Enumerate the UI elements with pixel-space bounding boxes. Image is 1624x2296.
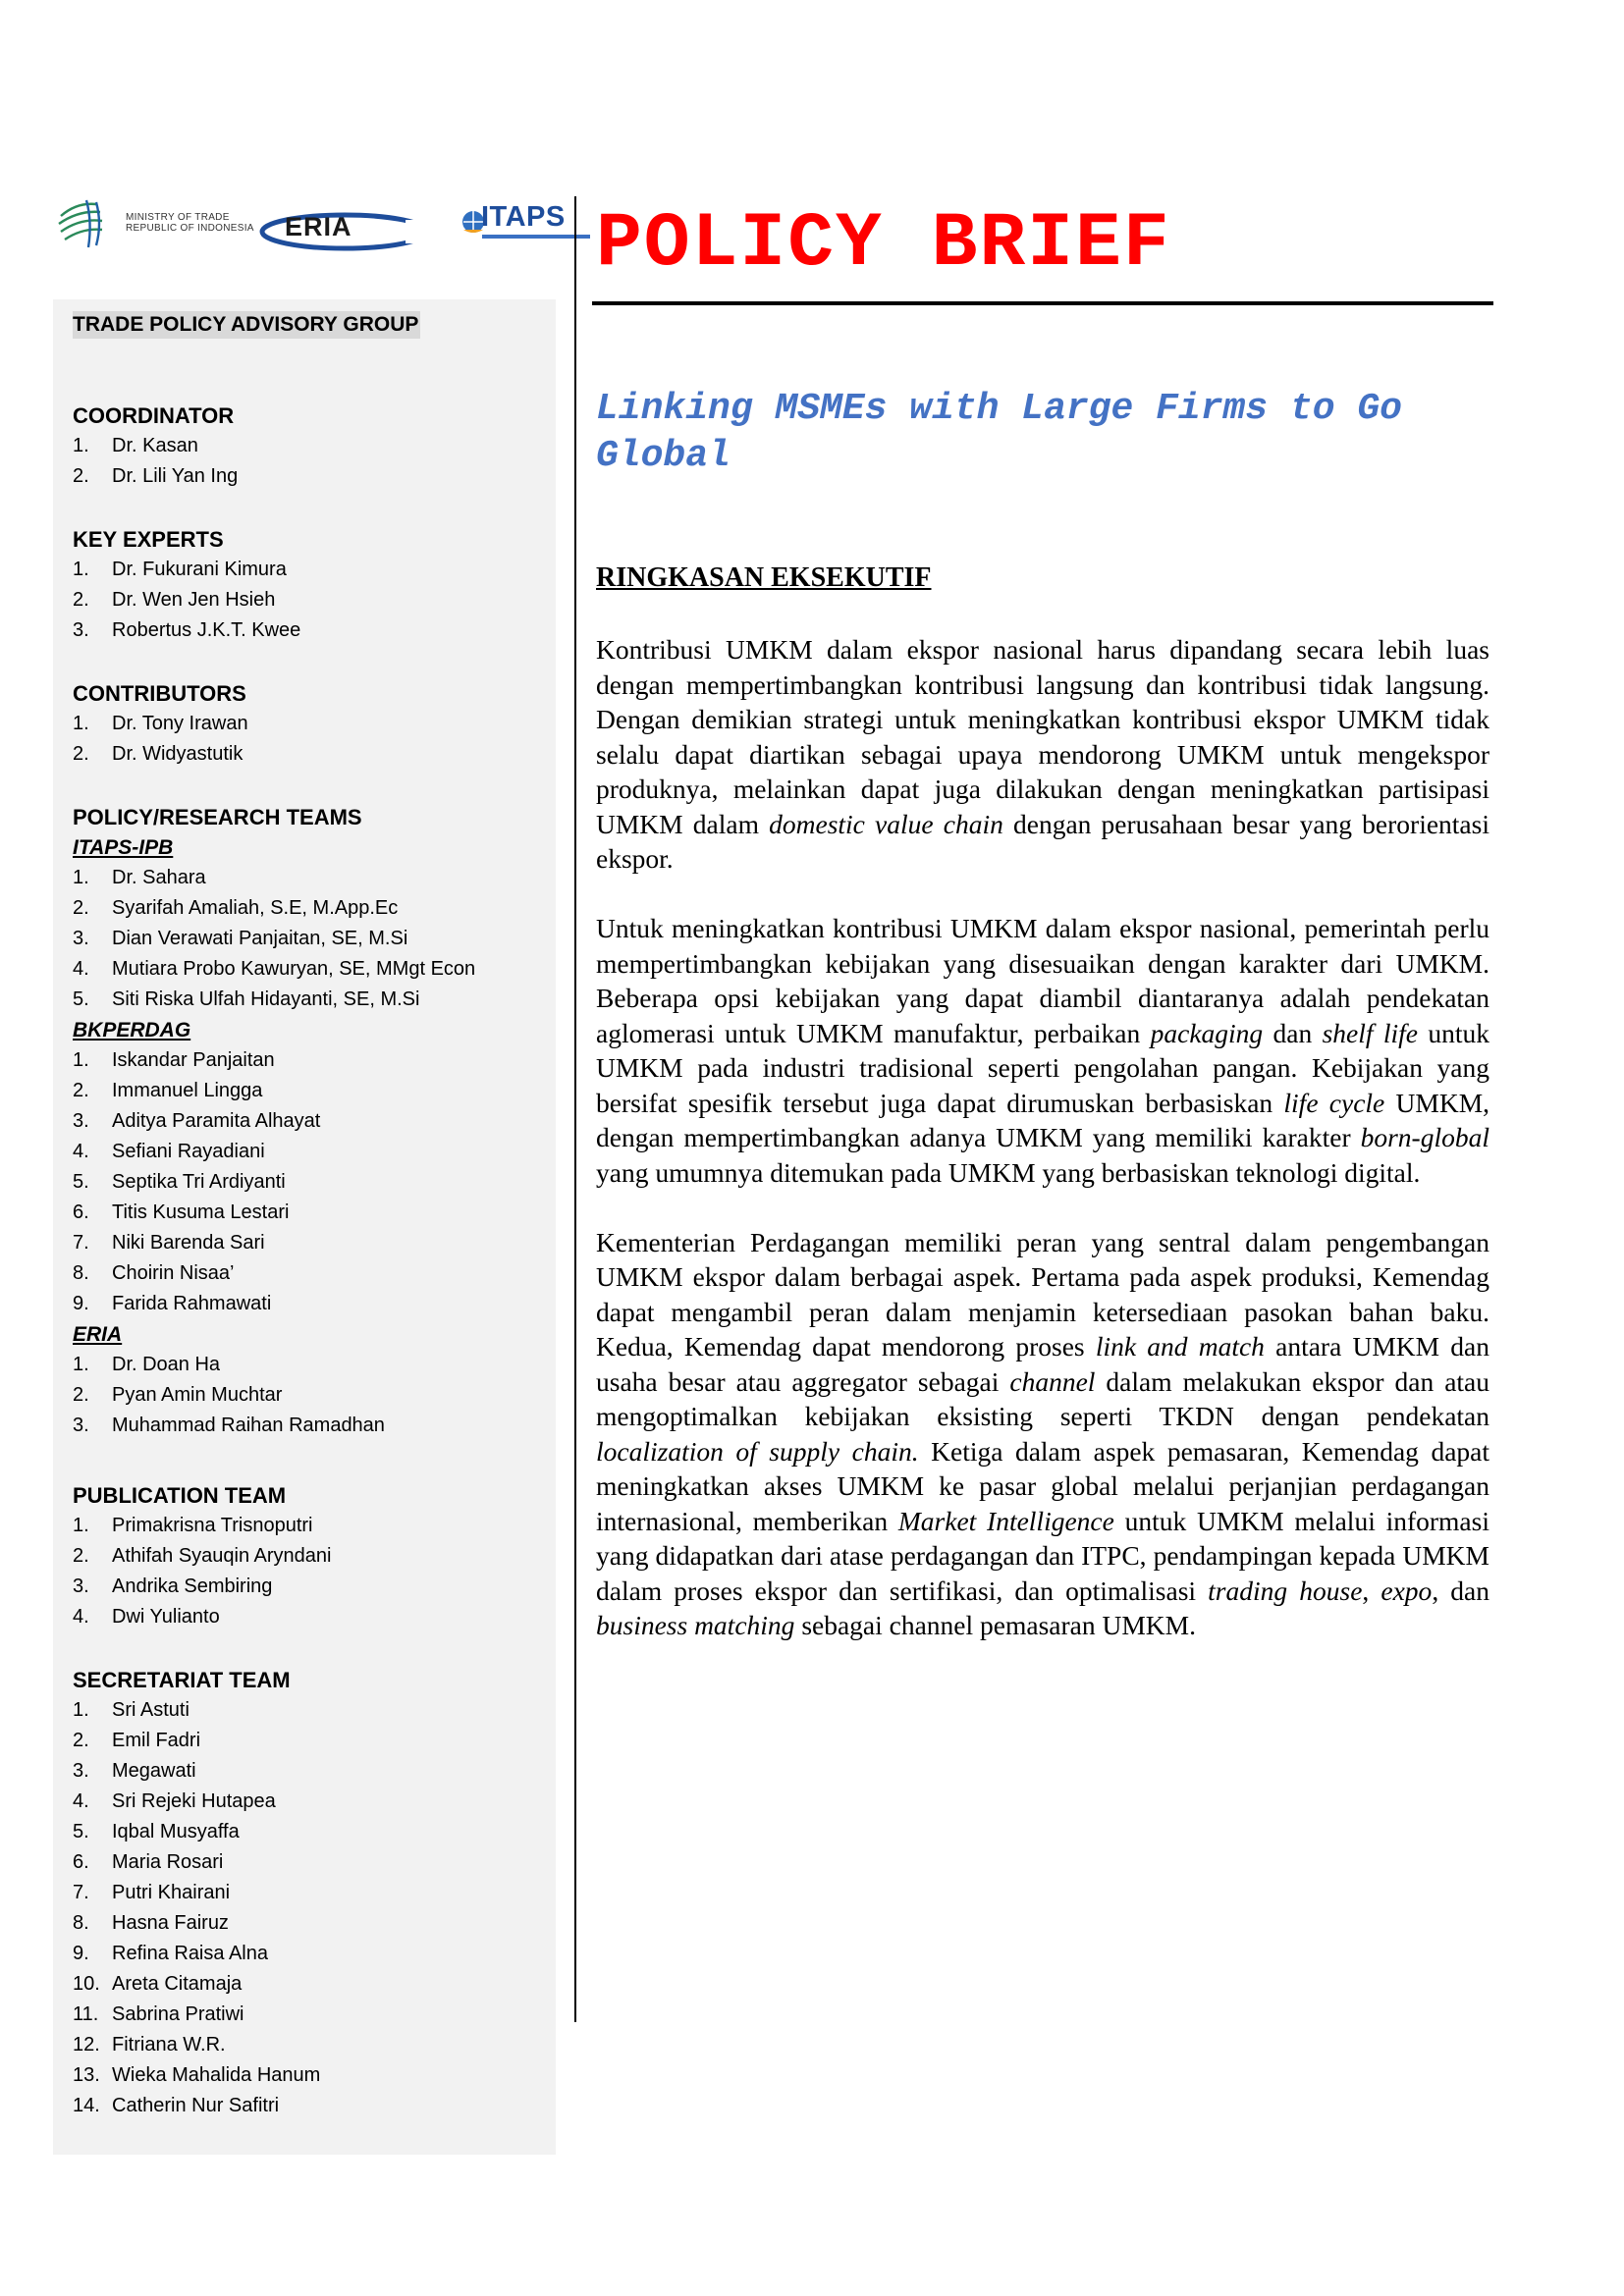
italic-run: domestic value chain xyxy=(769,808,1003,839)
list-item: 7. Putri Khairani xyxy=(73,1882,231,1903)
list-item: 1. Primakrisna Trisnoputri xyxy=(73,1515,313,1536)
list-item: 9. Refina Raisa Alna xyxy=(73,1943,268,1964)
section-heading: SECRETARIAT TEAM xyxy=(73,1668,291,1692)
header-logos xyxy=(57,196,566,255)
paragraph-2 xyxy=(596,911,1489,1190)
list-item: 1. Iskandar Panjaitan xyxy=(73,1049,275,1071)
list-item: 9. Farida Rahmawati xyxy=(73,1293,272,1314)
italic-run: business matching xyxy=(596,1610,795,1640)
list-item: 4. Dwi Yulianto xyxy=(73,1606,220,1628)
text-run: dan xyxy=(1263,1017,1323,1048)
list-item: 5. Septika Tri Ardiyanti xyxy=(73,1171,286,1193)
section-heading: PUBLICATION TEAM xyxy=(73,1483,287,1508)
executive-summary-heading: RINGKASAN EKSEKUTIF xyxy=(596,562,932,593)
paragraph-3 xyxy=(596,1225,1489,1643)
text-run: dengan perusahaan besar yang berorientasi ekspor. xyxy=(596,808,1489,874)
page-title: POLICY BRIEF xyxy=(596,201,1171,288)
advisory-group-title: TRADE POLICY ADVISORY GROUP xyxy=(73,311,420,339)
eria-logo: ERIA xyxy=(285,212,352,241)
section-heading: POLICY/RESEARCH TEAMS xyxy=(73,805,362,829)
italic-run: link and match xyxy=(1095,1331,1265,1362)
team-name-itaps-ipb: ITAPS-IPB xyxy=(73,836,174,859)
italic-run: born-global xyxy=(1360,1122,1489,1152)
text-run: dalam melakukan ekspor dan atau mengoptimalkan kebijakan eksisting seperti TKDN dengan pendekatan xyxy=(596,1365,1489,1431)
text-run: sebagai channel pemasaran UMKM. xyxy=(794,1610,1196,1640)
list-item: 7. Niki Barenda Sari xyxy=(73,1232,265,1254)
list-item: 2. Dr. Widyastutik xyxy=(73,743,244,765)
italic-run: packaging xyxy=(1150,1017,1264,1048)
list-item: 4. Sefiani Rayadiani xyxy=(73,1141,265,1162)
list-item: 11. Sabrina Pratiwi xyxy=(73,2003,244,2025)
list-item: 1. Dr. Doan Ha xyxy=(73,1354,221,1375)
paragraph-1 xyxy=(596,632,1489,877)
list-item: 3. Robertus J.K.T. Kwee xyxy=(73,619,301,641)
list-item: 5. Siti Riska Ulfah Hidayanti, SE, M.Si xyxy=(73,988,420,1010)
text-run: Untuk meningkatkan kontribusi UMKM dalam ekspor nasional, pemerintah perlu mempertimbangkan kebijakan yang disesuaikan dengan karakter dari UMKM. Beberapa opsi kebijakan yang dapat diambil diantaranya adalah pendekatan aglomerasi untuk UMKM manufaktur, perbaikan xyxy=(596,913,1489,1048)
text-run: , xyxy=(1362,1575,1381,1606)
contributors-section xyxy=(73,678,544,770)
list-item: 2. Athifah Syauqin Aryndani xyxy=(73,1545,332,1567)
list-item: 1. Dr. Tony Irawan xyxy=(73,713,248,734)
list-item: 3. Muhammad Raihan Ramadhan xyxy=(73,1415,385,1436)
sidebar-advisory-group xyxy=(53,299,556,2155)
list-item: 3. Megawati xyxy=(73,1760,196,1782)
section-heading: CONTRIBUTORS xyxy=(73,681,246,706)
secretariat-team-section xyxy=(73,1665,544,2121)
text-run: yang umumnya ditemukan pada UMKM yang berbasiskan teknologi digital. xyxy=(596,1156,1421,1188)
list-item: 4. Sri Rejeki Hutapea xyxy=(73,1790,276,1812)
list-item: 8. Hasna Fairuz xyxy=(73,1912,229,1934)
text-run: , dan xyxy=(1432,1575,1489,1606)
list-item: 1. Dr. Kasan xyxy=(73,435,198,456)
vertical-divider xyxy=(574,196,576,2022)
text-run: Kementerian Perdagangan memiliki peran yang sentral dalam pengembangan UMKM ekspor dalam berbagai aspek. Pertama pada aspek produksi, Kemendag dapat mengambil peran dalam menjamin ketersediaan pasokan bahan baku. Kedua, Kemendag dapat mendorong proses xyxy=(596,1226,1489,1362)
list-item: 1. Dr. Fukurani Kimura xyxy=(73,559,287,580)
team-name-bkperdag: BKPERDAG xyxy=(73,1019,191,1041)
brief-subtitle: Linking MSMEs with Large Firms to Go Global xyxy=(596,388,1402,477)
list-item: 5. Iqbal Musyaffa xyxy=(73,1821,240,1842)
italic-run: Market Intelligence xyxy=(897,1505,1114,1536)
text-run: Ketiga dalam aspek pemasaran, Kemendag dapat meningkatkan akses UMKM ke pasar global melalui perjanjian perdagangan internasional, memberikan xyxy=(596,1435,1489,1536)
list-item: 2. Dr. Wen Jen Hsieh xyxy=(73,589,276,611)
section-heading: KEY EXPERTS xyxy=(73,527,224,552)
list-item: 2. Syarifah Amaliah, S.E, M.App.Ec xyxy=(73,897,399,919)
research-teams-section xyxy=(73,802,544,1441)
section-heading: COORDINATOR xyxy=(73,403,235,428)
text-run: untuk UMKM melalui informasi yang didapatkan dari atase perdagangan dan ITPC, pendampingan kepada UMKM dalam proses ekspor dan sertifikasi, dan optimalisasi xyxy=(596,1505,1489,1606)
list-item: 13. Wieka Mahalida Hanum xyxy=(73,2064,321,2086)
list-item: 2. Dr. Lili Yan Ing xyxy=(73,465,239,487)
list-item: 2. Pyan Amin Muchtar xyxy=(73,1384,283,1406)
itaps-logo: ITAPS xyxy=(481,201,566,233)
team-name-eria: ERIA xyxy=(73,1323,123,1346)
list-item: 3. Dian Verawati Panjaitan, SE, M.Si xyxy=(73,928,408,949)
text-run: Kontribusi UMKM dalam ekspor nasional harus dipandang secara lebih luas dengan mempertimbangkan kontribusi langsung dan kontribusi tidak langsung. Dengan demikian strategi untuk meningkatkan kontribusi ekspor UMKM tidak selalu dapat diartikan sebagai upaya mendorong UMKM untuk mengekspor produknya, melainkan dapat juga dilakukan dengan meningkatkan partisipasi UMKM dalam xyxy=(596,634,1489,839)
italic-run: expo xyxy=(1380,1575,1433,1606)
list-item: 1. Sri Astuti xyxy=(73,1699,189,1721)
italic-run: trading house xyxy=(1208,1575,1363,1606)
list-item: 2. Emil Fadri xyxy=(73,1730,201,1751)
list-item: 1. Dr. Sahara xyxy=(73,867,206,888)
list-item: 14. Catherin Nur Safitri xyxy=(73,2095,280,2116)
key-experts-section xyxy=(73,524,544,646)
italic-run: shelf life xyxy=(1322,1017,1418,1048)
list-item: 8. Choirin Nisaa’ xyxy=(73,1262,235,1284)
text-run: UMKM, dengan mempertimbangkan adanya UMKM yang memiliki karakter xyxy=(596,1087,1490,1152)
ministry-name: MINISTRY OF TRADE xyxy=(126,212,230,223)
list-item: 12. Fitriana W.R. xyxy=(73,2034,226,2056)
list-item: 3. Andrika Sembiring xyxy=(73,1575,273,1597)
publication-team-section xyxy=(73,1480,544,1632)
italic-run: channel xyxy=(1009,1365,1096,1397)
ministry-country: REPUBLIC OF INDONESIA xyxy=(126,223,254,234)
list-item: 6. Titis Kusuma Lestari xyxy=(73,1201,290,1223)
ministry-of-trade-text xyxy=(126,212,254,234)
ministry-of-trade-logo xyxy=(57,196,118,251)
italic-run: localization of supply chain. xyxy=(596,1435,919,1467)
executive-summary-body xyxy=(596,632,1489,1678)
list-item: 2. Immanuel Lingga xyxy=(73,1080,263,1101)
list-item: 3. Aditya Paramita Alhayat xyxy=(73,1110,321,1132)
text-run: antara UMKM dan usaha besar atau aggregator sebagai xyxy=(596,1331,1490,1397)
text-run: untuk UMKM pada industri tradisional seperti pengolahan pangan. Kebijakan yang bersifat spesifik tersebut juga dapat dirumuskan berbasiskan xyxy=(596,1017,1489,1118)
coordinator-section xyxy=(73,400,544,492)
title-rule xyxy=(592,301,1493,305)
list-item: 10. Areta Citamaja xyxy=(73,1973,243,1995)
italic-run: life cycle xyxy=(1283,1087,1385,1118)
list-item: 6. Maria Rosari xyxy=(73,1851,224,1873)
list-item: 4. Mutiara Probo Kawuryan, SE, MMgt Econ xyxy=(73,958,476,980)
